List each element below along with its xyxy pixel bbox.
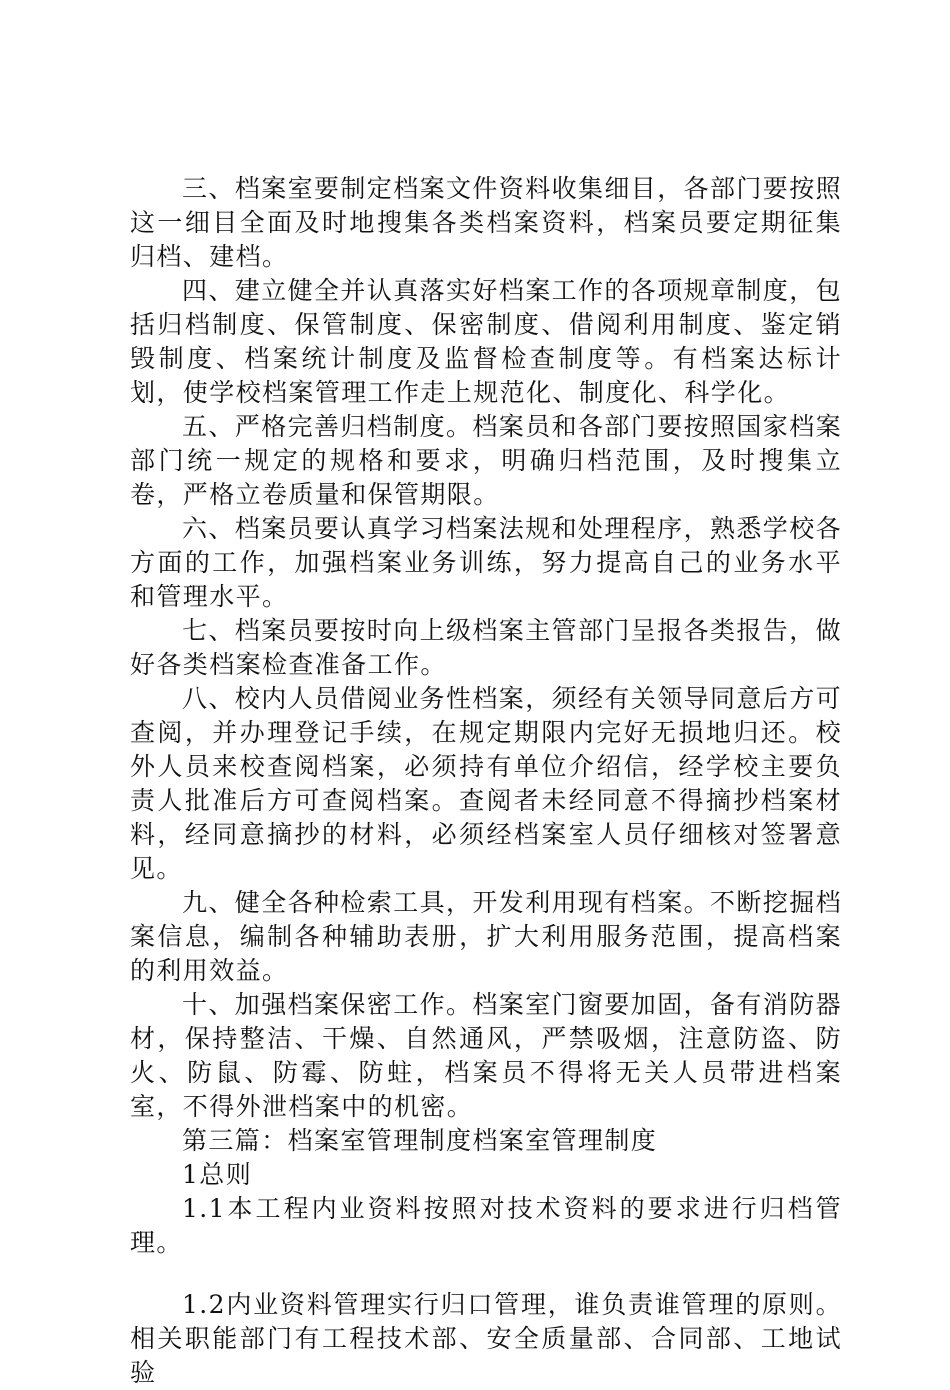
paragraph-5: 五、严格完善归档制度。档案员和各部门要按照国家档案部门统一规定的规格和要求，明确归档范围，及时搜集立卷，严格立卷质量和保管期限。	[130, 412, 843, 509]
clause-1-2: 1.2内业资料管理实行归口管理，谁负责谁管理的原则。相关职能部门有工程技术部、安全质量部、合同部、工地试验	[130, 1290, 842, 1387]
paragraph-6: 六、档案员要认真学习档案法规和处理程序，熟悉学校各方面的工作，加强档案业务训练，努力提高自己的业务水平和管理水平。	[130, 514, 843, 611]
document-body	[130, 172, 842, 1390]
paragraph-9: 九、健全各种检索工具，开发利用现有档案。不断挖掘档案信息，编制各种辅助表册，扩大利用服务范围，提高档案的利用效益。	[130, 888, 843, 985]
clause-1-1: 1.1本工程内业资料按照对技术资料的要求进行归档管理。	[130, 1194, 842, 1257]
chapter-heading-general: 1总则	[182, 1160, 253, 1189]
paragraph-7: 七、档案员要按时向上级档案主管部门呈报各类报告，做好各类档案检查准备工作。	[130, 616, 843, 679]
section-title-part-3: 第三篇：档案室管理制度档案室管理制度	[182, 1126, 658, 1155]
paragraph-3: 三、档案室要制定档案文件资料收集细目，各部门要按照这一细目全面及时地搜集各类档案资料，档案员要定期征集归档、建档。	[130, 174, 843, 271]
paragraph-4: 四、建立健全并认真落实好档案工作的各项规章制度，包括归档制度、保管制度、保密制度、借阅利用制度、鉴定销毁制度、档案统计制度及监督检查制度等。有档案达标计划，使学校档案管理工作走上规范化、制度化、科学化。	[130, 276, 843, 407]
paragraph-10: 十、加强档案保密工作。档案室门窗要加固，备有消防器材，保持整洁、干燥、自然通风，严禁吸烟，注意防盗、防火、防鼠、防霉、防蛀，档案员不得将无关人员带进档案室，不得外泄档案中的机密。	[130, 990, 843, 1121]
paragraph-8: 八、校内人员借阅业务性档案，须经有关领导同意后方可查阅，并办理登记手续，在规定期限内完好无损地归还。校外人员来校查阅档案，必须持有单位介绍信，经学校主要负责人批准后方可查阅档案。查阅者未经同意不得摘抄档案材料，经同意摘抄的材料，必须经档案室人员仔细核对签署意见。	[130, 684, 843, 883]
